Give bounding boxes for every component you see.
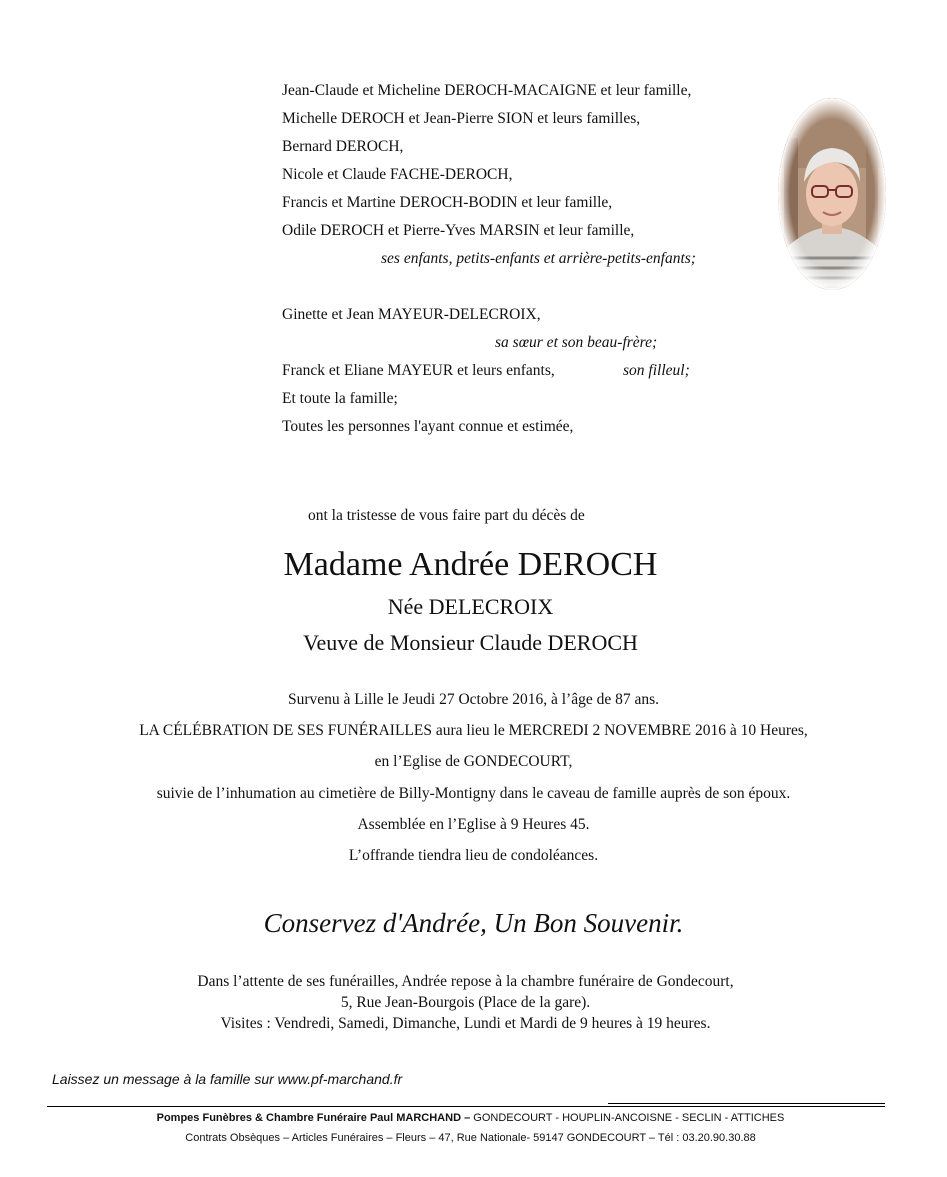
footer-services: Contrats Obsèques – Articles Funéraires – Fleurs – 47, Rue Nationale- 59147 GONDECOURT – Tél : 03.20.90.30.88 bbox=[185, 1132, 756, 1144]
maiden-name: Née DELECROIX bbox=[387, 594, 554, 619]
company-name: Pompes Funèbres & Chambre Funéraire Paul MARCHAND – bbox=[156, 1112, 471, 1124]
visit-line-2: 5, Rue Jean-Bourgois (Place de la gare). bbox=[340, 994, 591, 1011]
detail-line-5: Assemblée en l’Eglise à 9 Heures 45. bbox=[357, 816, 590, 833]
footer-company bbox=[0, 1112, 944, 1124]
family-line-6: Odile DEROCH et Pierre-Yves MARSIN et leur famille, bbox=[282, 222, 635, 239]
visit-line-1: Dans l’attente de ses funérailles, Andrée repose à la chambre funéraire de Gondecourt, bbox=[197, 973, 734, 990]
detail-line-6: L’offrande tiendra lieu de condoléances. bbox=[348, 847, 599, 864]
announcement-intro: ont la tristesse de vous faire part du décès de bbox=[308, 507, 585, 524]
family-line-5: Francis et Martine DEROCH-BODIN et leur famille, bbox=[282, 194, 613, 211]
whole-family-line: Et toute la famille; bbox=[282, 390, 398, 407]
detail-line-3: en l’Eglise de GONDECOURT, bbox=[374, 753, 573, 770]
detail-line-2: LA CÉLÉBRATION DE SES FUNÉRAILLES aura lieu le MERCREDI 2 NOVEMBRE 2016 à 10 Heures, bbox=[139, 722, 808, 739]
family-line-1: Jean-Claude et Micheline DEROCH-MACAIGNE et leur famille, bbox=[282, 82, 692, 99]
detail-line-1: Survenu à Lille le Jeudi 27 Octobre 2016, à l’âge de 87 ans. bbox=[287, 691, 660, 708]
widow-line: Veuve de Monsieur Claude DEROCH bbox=[303, 630, 638, 655]
portrait-photo bbox=[778, 98, 886, 290]
sister-line: Ginette et Jean MAYEUR-DELECROIX, bbox=[282, 306, 541, 323]
children-role: ses enfants, petits-enfants et arrière-petits-enfants; bbox=[381, 250, 696, 267]
family-line-3: Bernard DEROCH, bbox=[282, 138, 404, 155]
souvenir-line: Conservez d'Andrée, Un Bon Souvenir. bbox=[263, 908, 684, 938]
detail-line-4: suivie de l’inhumation au cimetière de Billy-Montigny dans le caveau de famille auprès de son époux. bbox=[156, 785, 791, 802]
godson-role: son filleul; bbox=[623, 362, 690, 379]
company-locations: GONDECOURT - HOUPLIN-ANCOISNE - SECLIN - ATTICHES bbox=[470, 1112, 785, 1124]
family-line-2: Michelle DEROCH et Jean-Pierre SION et leurs familles, bbox=[282, 110, 641, 127]
family-line-4: Nicole et Claude FACHE-DEROCH, bbox=[282, 166, 513, 183]
short-divider bbox=[608, 1103, 885, 1104]
sister-role: sa sœur et son beau-frère; bbox=[495, 334, 658, 351]
visit-line-3: Visites : Vendredi, Samedi, Dimanche, Lundi et Mardi de 9 heures à 19 heures. bbox=[220, 1015, 711, 1032]
godson-line: Franck et Eliane MAYEUR et leurs enfants, bbox=[282, 362, 555, 379]
others-line: Toutes les personnes l'ayant connue et estimée, bbox=[282, 418, 574, 435]
footer-divider bbox=[47, 1106, 885, 1107]
message-link[interactable]: Laissez un message à la famille sur www.pf-marchand.fr bbox=[52, 1071, 403, 1087]
deceased-name: Madame Andrée DEROCH bbox=[283, 546, 658, 583]
